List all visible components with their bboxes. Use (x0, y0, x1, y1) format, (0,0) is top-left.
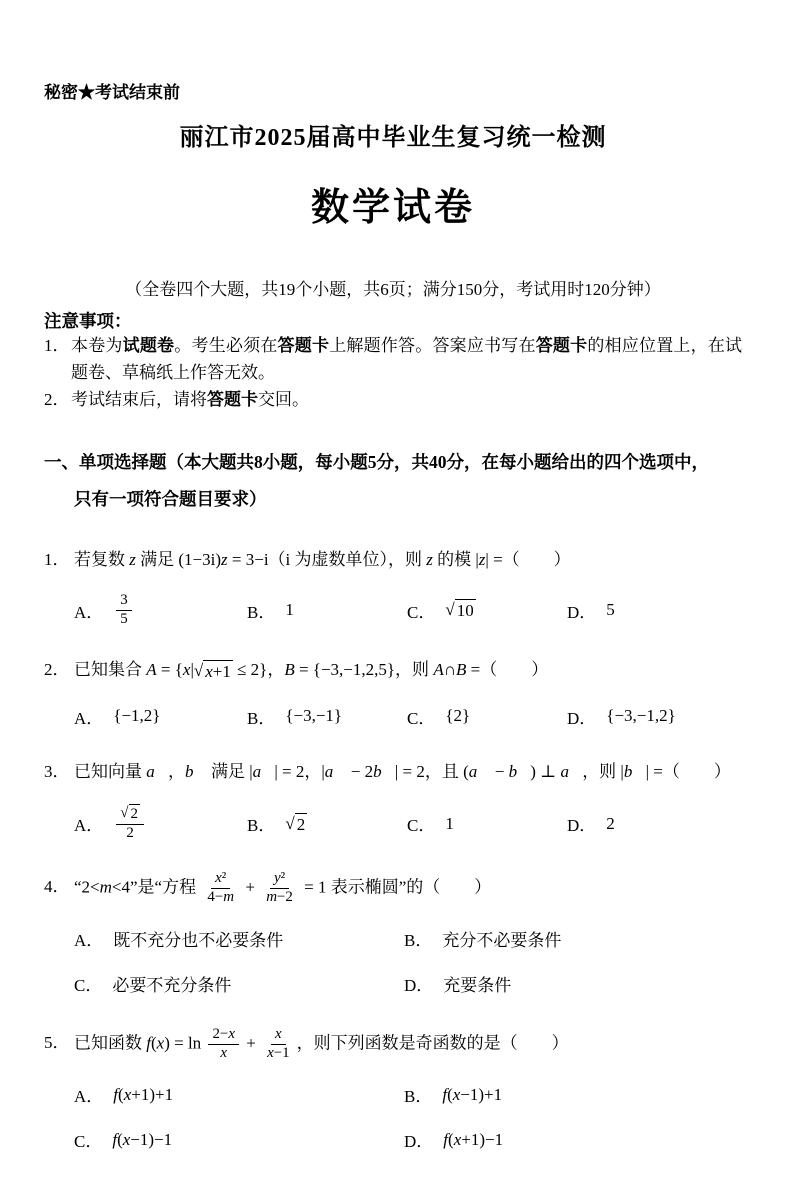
option-label: D． (404, 976, 434, 996)
option-label: D． (567, 708, 597, 728)
option-c (407, 701, 567, 731)
options-row (74, 701, 742, 731)
option-label: D． (567, 602, 597, 622)
option-label: B． (247, 816, 276, 836)
question-stem-text: 已知函数 f(x) = ln $\frac{2-x}{x}$ + $\frac{x}{x-1}$ ，则下列函数是奇函数的是（ ） (74, 1025, 569, 1061)
option-label: C． (74, 976, 103, 996)
question-number: 4． (44, 877, 70, 897)
option-value: 1 (285, 600, 294, 620)
option-d (567, 595, 742, 625)
section-line-1: 一、单项选择题（本大题共8小题，每小题5分，共40分，在每小题给出的四个选项中， (44, 451, 709, 472)
option-b (247, 595, 407, 625)
option-a (74, 701, 247, 731)
option-a (74, 804, 247, 843)
option-b (404, 924, 742, 954)
subject-title: 数学试卷 (310, 187, 475, 229)
option-value: {−1,2} (113, 706, 161, 726)
option-label: D． (404, 1132, 434, 1152)
question-3 (44, 758, 742, 843)
question-stem-text: 已知集合 A = {x| √ x+1 ≤ 2}，B = {−3,−1,2,5}，则 A∩B =（ ） (74, 659, 549, 681)
option-label: B． (247, 708, 276, 728)
option-b (404, 1080, 742, 1110)
option-d (404, 969, 742, 999)
notes-list (44, 333, 742, 414)
section-line-2: 只有一项符合题目要求） (74, 489, 267, 510)
question-stem-text: 已知向量 a⃗，b⃗ 满足 |a⃗| = 2，|a⃗ − 2b⃗| = 2，且 (a⃗ − b⃗) ⊥ a⃗，则 |b⃗| =（ ） (74, 762, 731, 782)
option-label: A． (74, 816, 104, 836)
option-value: f(x−1)−1 (112, 1129, 173, 1149)
note-item-1 (44, 333, 742, 387)
section-heading (44, 444, 742, 519)
question-1 (44, 546, 742, 629)
option-value: {2} (445, 706, 471, 726)
option-label: C． (407, 602, 436, 622)
option-label: C． (407, 816, 436, 836)
option-label: B． (404, 1087, 433, 1107)
option-value: 既不充分也不必要条件 (113, 931, 284, 951)
options-row (74, 592, 742, 629)
option-a (74, 592, 247, 629)
option-value: {−3,−1} (285, 706, 343, 726)
option-a (74, 924, 404, 954)
option-value: √ 2 2 (113, 804, 147, 843)
option-value: 5 (606, 600, 615, 620)
question-number: 5． (44, 1033, 70, 1053)
option-a (74, 1080, 404, 1110)
option-label: B． (247, 602, 276, 622)
option-value: 必要不充分条件 (112, 976, 232, 996)
option-d (567, 701, 742, 731)
option-c (74, 969, 404, 999)
option-value: {−3,−1,2} (606, 706, 676, 726)
question-stem-text: “2<m<4”是“方程 $\frac{\text{x²}}{4-m}$ + $\frac{\text{y²}}{m-2}$ = 1 表示椭圆”的（ ） (74, 870, 492, 905)
option-b (247, 701, 407, 731)
option-value: 2 (606, 813, 615, 833)
classification-label: 秘密★考试结束前 (44, 83, 180, 102)
option-label: A． (74, 708, 104, 728)
note-number: 1． (44, 336, 70, 355)
option-label: A． (74, 1087, 104, 1107)
option-label: B． (404, 931, 433, 951)
question-4 (44, 870, 742, 999)
option-value: $\frac{3}{5}$ (113, 592, 134, 629)
question-stem (44, 870, 742, 907)
option-d (567, 809, 742, 839)
question-stem (44, 1026, 742, 1063)
exam-title: 丽江市2025届高中毕业生复习统一检测 (179, 125, 607, 151)
question-stem (44, 546, 742, 575)
option-label: C． (74, 1132, 103, 1152)
options-grid (74, 1080, 742, 1155)
options-grid (74, 924, 742, 999)
note-text: 考试结束后，请将答题卡交回。 (71, 389, 309, 409)
option-label: A． (74, 602, 104, 622)
note-text: 本卷为试题卷。考生必须在答题卡上解题作答。答案应书写在答题卡的相应位置上，在试题卷、草稿纸上作答无效。 (71, 336, 743, 382)
option-value: f(x+1)+1 (113, 1084, 174, 1104)
option-value: f(x+1)−1 (443, 1129, 504, 1149)
option-value: √ 2 (285, 813, 306, 834)
option-value: 充要条件 (443, 976, 512, 996)
option-label: A． (74, 931, 104, 951)
option-value: 充分不必要条件 (442, 931, 562, 951)
option-label: D． (567, 816, 597, 836)
options-row (74, 804, 742, 843)
exam-meta: （全卷四个大题，共19个小题，共6页；满分150分，考试用时120分钟） (125, 280, 661, 299)
option-label: C． (407, 708, 436, 728)
question-number: 1． (44, 549, 70, 569)
note-number: 2． (44, 389, 70, 409)
option-value: f(x−1)+1 (442, 1084, 503, 1104)
option-d (404, 1125, 742, 1155)
option-c (407, 809, 567, 839)
option-b (247, 809, 407, 839)
note-item-2 (44, 387, 742, 414)
question-stem-text: 若复数 z 满足 (1−3i)z = 3−i（i 为虚数单位），则 z 的模 |z| =（ ） (74, 549, 571, 569)
option-value: 1 (445, 813, 454, 833)
option-c (74, 1125, 404, 1155)
question-2 (44, 656, 742, 732)
question-5 (44, 1026, 742, 1155)
option-c (407, 595, 567, 625)
question-stem (44, 758, 742, 787)
question-number: 2． (44, 659, 70, 679)
notes-title: 注意事项： (44, 311, 132, 331)
question-stem (44, 656, 742, 685)
option-value: √ 10 (445, 600, 474, 621)
question-number: 3． (44, 762, 70, 782)
